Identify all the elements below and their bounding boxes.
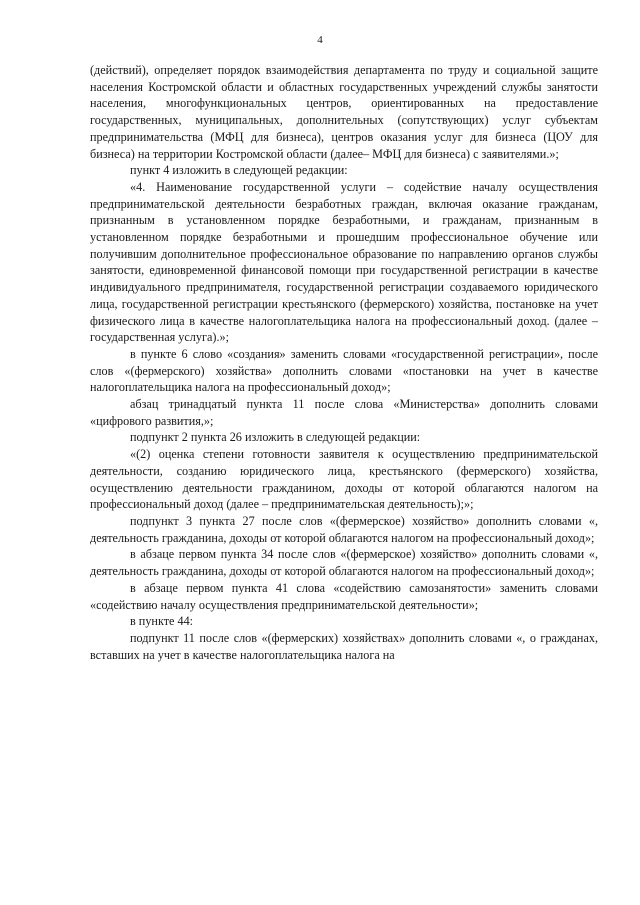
paragraph: абзац тринадцатый пункта 11 после слова «Министерства» дополнить словами «цифрового развития,»;	[90, 397, 598, 428]
paragraph: подпункт 2 пункта 26 изложить в следующей редакции:	[130, 430, 421, 445]
paragraph: подпункт 3 пункта 27 после слов «(фермерское) хозяйство» дополнить словами «, деятельность гражданина, доходы от которой облагаются налогом на профессиональный доход»;	[90, 513, 598, 545]
paragraph: (действий), определяет порядок взаимодействия департамента по труду и социальной защите населения Костромской области и областных государственных учреждений службы занятости населения, многофункциональных центров, ориентированных на предоставление государственных, муниципальных, дополнительных (сопутствующих) услуг субъектам предпринимательства (МФЦ для бизнеса), центров оказания услуг для бизнеса (ЦОУ для бизнеса) на территории Костромской области (далее– МФЦ для бизнеса) с заявителями.»;	[90, 63, 598, 161]
paragraph: в абзаце первом пункта 34 после слов «(фермерское) хозяйство» дополнить словами «, деятельность гражданина, доходы от которой облагаются налогом на профессиональный доход»;	[90, 547, 598, 579]
page-number: 4	[317, 34, 323, 46]
paragraph: подпункт 11 после слов «(фермерских) хозяйствах» дополнить словами «, о гражданах, вставших на учет в качестве налогоплательщика налога на	[90, 630, 598, 662]
paragraph: в пункте 6 слово «создания» заменить словами «государственной регистрации», после слов «(фермерского) хозяйства» дополнить словами «постановки на учет в качестве налогоплательщика налога на профессиональный доход»;	[90, 346, 598, 395]
paragraph: в пункте 44:	[130, 614, 194, 629]
document-body	[90, 62, 598, 663]
paragraph: в абзаце первом пункта 41 слова «содействию самозанятости» заменить словами «содействию началу осуществления предпринимательской деятельности»;	[90, 580, 598, 612]
paragraph: «(2) оценка степени готовности заявителя к осуществлению предпринимательской деятельности, созданию юридического лица, крестьянского (фермерского) хозяйства, осуществлению деятельности гражданином, доходы от которой облагаются налогом на профессиональный доход (далее – предпринимательская деятельность);»;	[90, 447, 598, 512]
paragraph: «4. Наименование государственной услуги – содействие началу осуществления предпринимательской деятельности безработных граждан, включая оказание гражданам, признанным в установленном порядке безработными, и гражданам, признанным в установленном порядке безработными и прошедшим профессиональное обучение или получившим дополнительное профессиональное образование по направлению органов службы занятости, единовременной финансовой помощи при государственной регистрации в качестве индивидуального предпринимателя, государственной регистрации создаваемого юридического лица, государственной регистрации крестьянского (фермерского) хозяйства, постановке на учет физического лица в качестве налогоплательщика налога на профессиональный доход. (далее – государственная услуга).»;	[90, 179, 598, 345]
paragraph: пункт 4 изложить в следующей редакции:	[130, 163, 348, 178]
